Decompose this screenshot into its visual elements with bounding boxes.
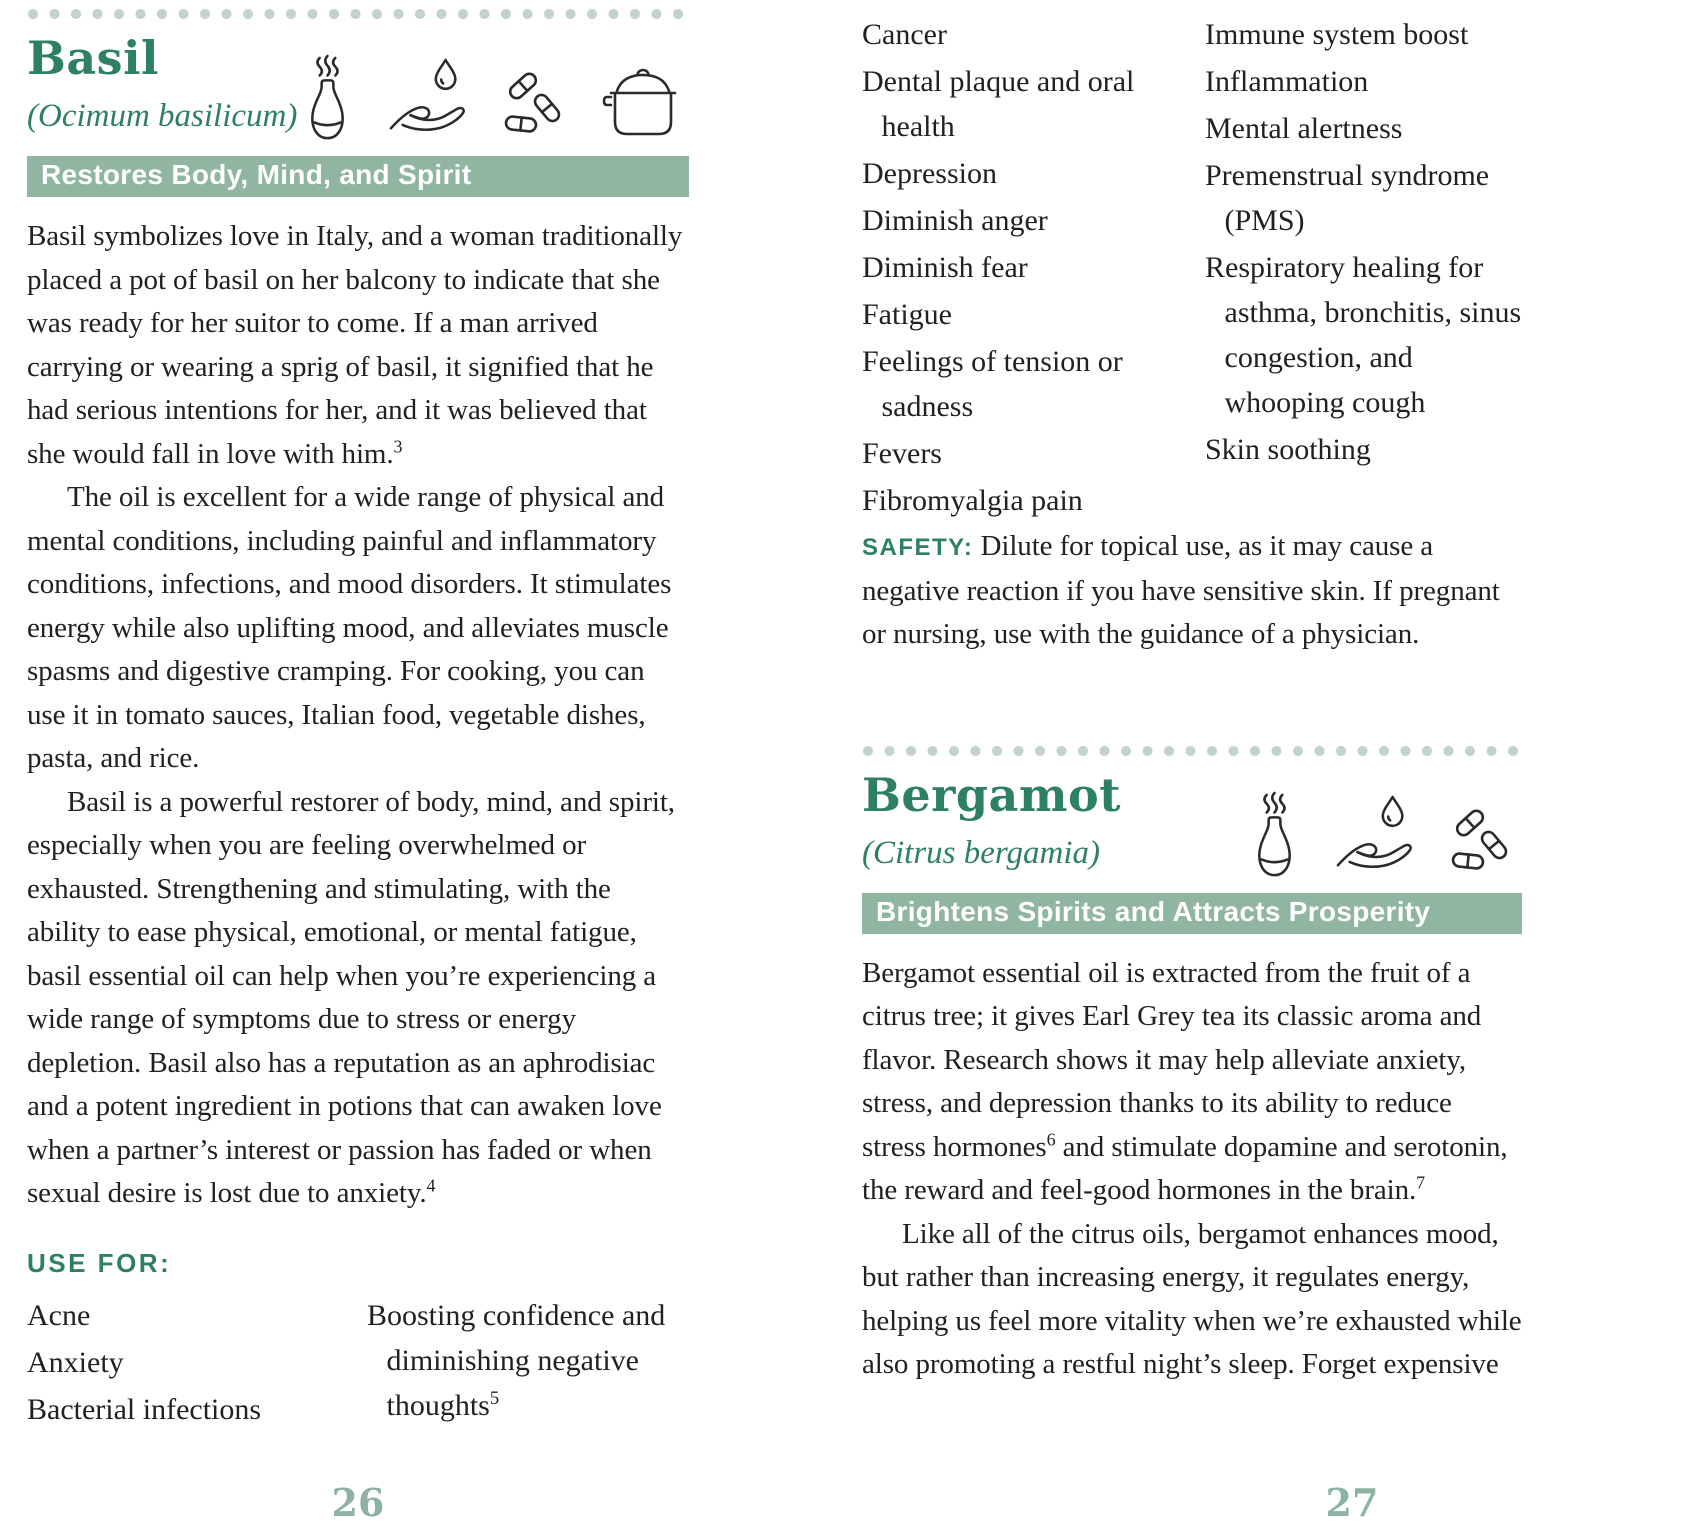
safety-text: Dilute for topical use, as it may cause a negative reaction if you have sensitive skin. If pregnant or nursing, use with the guidance of a physician. — [862, 530, 1500, 650]
paragraph: The oil is excellent for a wide range of physical and mental conditions, including painful and inflammatory conditions, infections, and mood disorders. It stimulates energy while also uplifting mood, and alleviates muscle spasms and digestive cramping. For cooking, you can use it in tomato sauces, Italian food, vegetable dishes, pasta, and rice. — [27, 481, 672, 774]
use-for-heading: USE FOR: — [27, 1247, 172, 1278]
safety-label: SAFETY: — [862, 534, 974, 561]
usage-icons — [1245, 763, 1522, 881]
tagline-banner: Restores Body, Mind, and Spirit — [27, 156, 689, 197]
ailments-column-2 — [1205, 12, 1522, 525]
list-item: Fevers — [862, 437, 942, 470]
list-item: Bacterial infections — [27, 1392, 262, 1426]
use-for-list — [27, 1293, 689, 1434]
list-item: Fatigue — [862, 298, 952, 331]
use-for-column-2 — [367, 1293, 689, 1434]
page-title: Bergamot — [862, 767, 1121, 822]
paragraph: Basil is a powerful restorer of body, mind, and spirit, especially when you are feeling overwhelmed or exhausted. Strengthening and stimulating, with the ability to ease physical, emotional, or mental fatigue, basil essential oil can help when you’re experiencing a wide range of symptoms due to stress or energy depletion. Basil also has a reputation as an aphrodisiac and a potent ingredient in potions that can awaken love when a partner’s interest or passion has faded or when sexual desire is lost due to anxiety.$^4$ — [27, 785, 675, 1209]
diffuser-icon — [298, 54, 357, 144]
ailments-list — [862, 12, 1522, 525]
tagline-banner: Brightens Spirits and Attracts Prosperity — [862, 893, 1522, 934]
topical-drop-hand-icon — [1334, 795, 1416, 881]
paragraph: Like all of the citrus oils, bergamot enhances mood, but rather than increasing energy, it regulates energy, helping us feel more vitality when we’re exhausted while also promoting a restful night’s sleep. Forget expensive — [862, 1217, 1522, 1380]
diffuser-icon — [1245, 791, 1304, 881]
dotted-divider — [27, 8, 689, 20]
ailments-column-1 — [862, 12, 1205, 525]
list-item: Acne — [27, 1298, 91, 1332]
page-title: Basil — [27, 31, 160, 85]
bergamot-header — [862, 763, 1522, 881]
paragraph: Basil symbolizes love in Italy, and a woman traditionally placed a pot of basil on her balcony to indicate that she was ready for her suitor to come. If a man arrived carrying or wearing a sprig of basil, it signified that he had serious intentions for her, and it was believed that she would fall in love with him.$^3$ — [27, 220, 683, 470]
list-item: Dental plaque and oral health — [862, 65, 1135, 143]
latin-name: (Citrus bergamia) — [862, 834, 1101, 871]
list-item: Diminish anger — [862, 204, 1048, 237]
list-item: Depression — [862, 157, 997, 190]
list-item: Diminish fear — [862, 251, 1028, 284]
topical-drop-hand-icon — [387, 58, 469, 144]
list-item: Boosting confidence and diminishing negative thoughts$^5$ — [367, 1298, 666, 1422]
list-item: Cancer — [862, 18, 947, 51]
page-number: 26 — [331, 1480, 385, 1525]
list-item: Immune system boost — [1205, 18, 1469, 51]
capsules-icon — [499, 66, 571, 138]
list-item: Feelings of tension or sadness — [862, 345, 1123, 423]
list-item: Inflammation — [1205, 65, 1369, 98]
latin-name: (Ocimum basilicum) — [27, 98, 298, 134]
paragraph: Bergamot essential oil is extracted from the fruit of a citrus tree; it gives Earl Grey tea its classic aroma and flavor. Research shows it may help alleviate anxiety, stress, and depression thanks to its ability to reduce stress hormones$^6$ and stimulate dopamine and serotonin, the reward and feel-good hormones in the brain.$^7$ — [862, 956, 1508, 1206]
usage-icons — [298, 26, 689, 144]
cooking-pot-icon — [601, 66, 685, 142]
list-item: Fibromyalgia pain — [862, 484, 1083, 517]
use-for-column-1 — [27, 1293, 367, 1434]
list-item: Anxiety — [27, 1345, 124, 1379]
page-number: 27 — [1325, 1480, 1379, 1525]
page-26 — [27, 8, 689, 1531]
safety-note — [862, 525, 1522, 657]
page-27 — [862, 12, 1522, 1531]
basil-header — [27, 26, 689, 144]
dotted-divider — [862, 745, 1522, 757]
list-item: Respiratory healing for asthma, bronchitis, sinus congestion, and whooping cough — [1205, 251, 1522, 419]
capsules-icon — [1446, 803, 1518, 875]
list-item: Skin soothing — [1205, 433, 1371, 466]
list-item: Mental alertness — [1205, 112, 1403, 145]
list-item: Premenstrual syndrome (PMS) — [1205, 159, 1490, 237]
